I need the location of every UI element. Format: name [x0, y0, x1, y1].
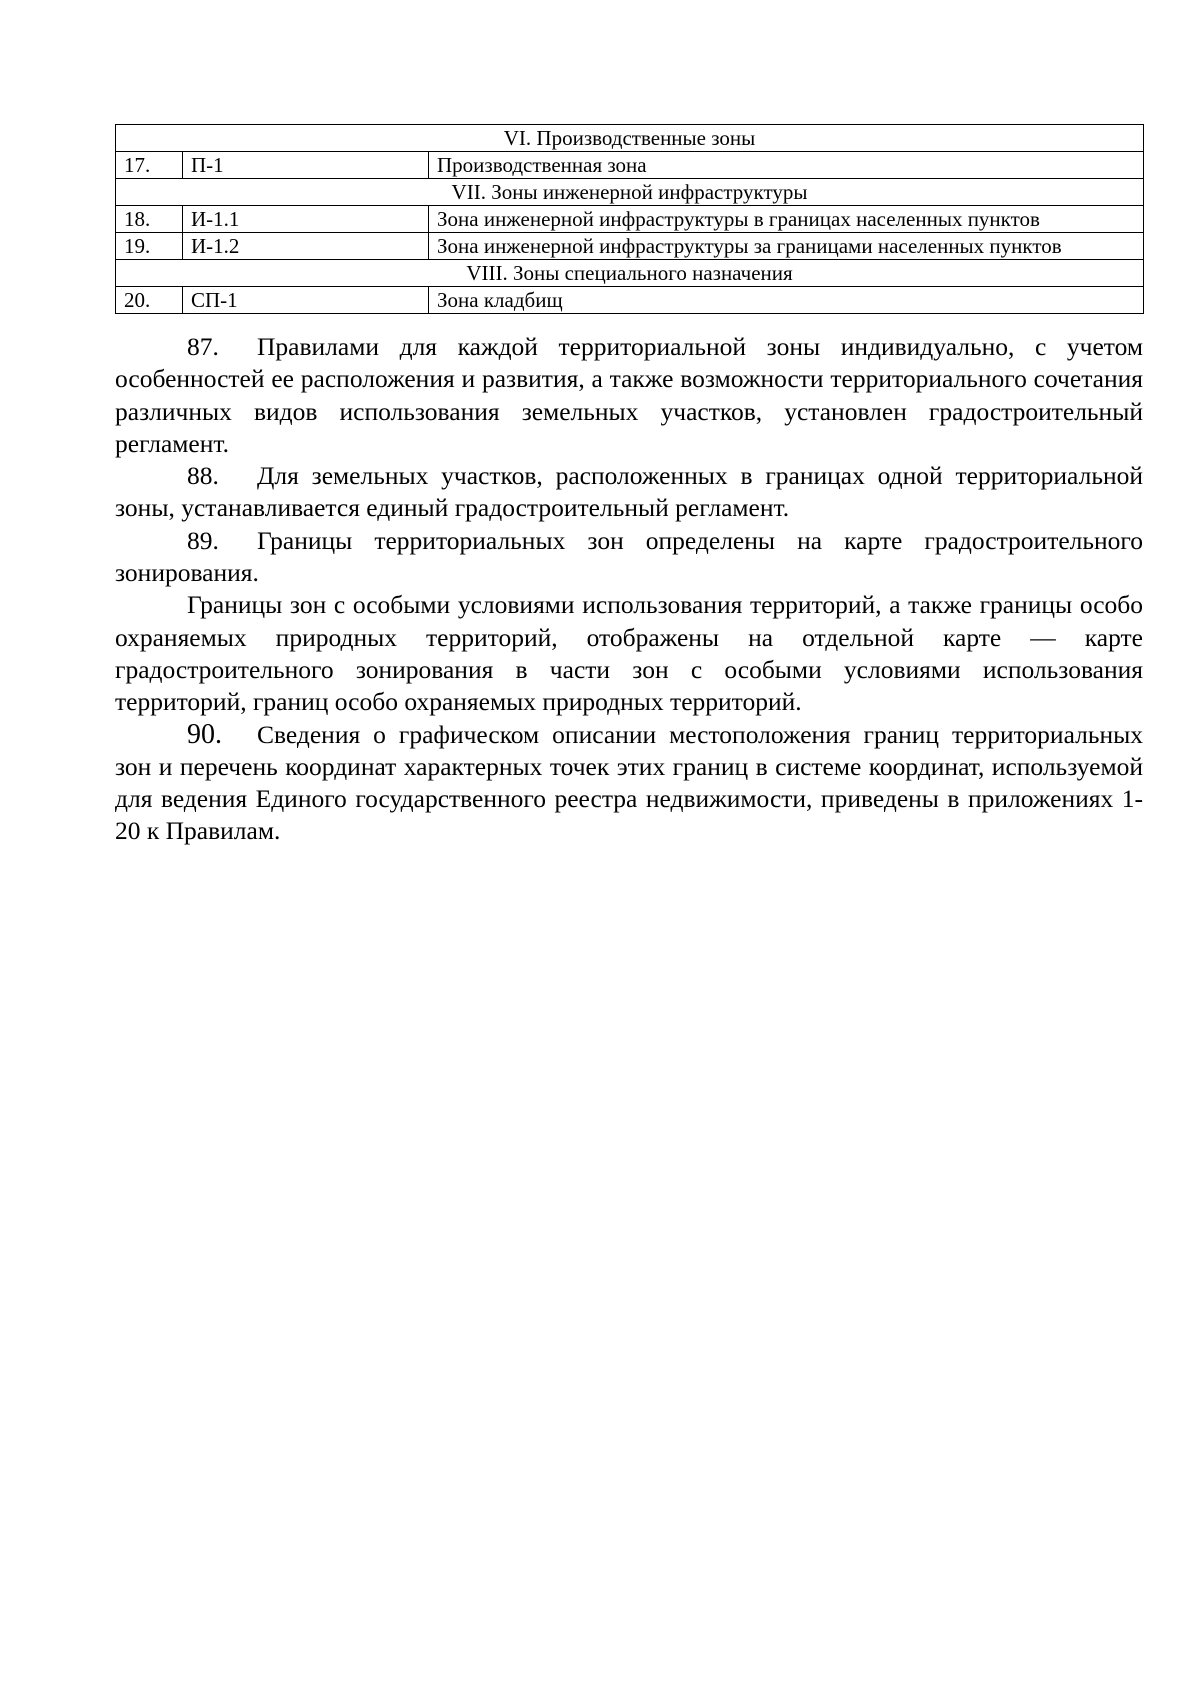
- table-section-row: [116, 125, 1144, 152]
- table-row: [116, 233, 1144, 260]
- zone-code: СП-1: [183, 287, 429, 314]
- paragraph-number: 89.: [187, 525, 219, 555]
- paragraph-text: Правилами для каждой территориальной зоны индивидуально, с учетом особенностей ее расположения и развития, а также возможности территориального сочетания различных видов использования земельных участков, установлен градостроительный регламент.: [115, 332, 1143, 458]
- zone-code: И-1.1: [183, 206, 429, 233]
- document-page: [115, 124, 1143, 848]
- section-title: VIII. Зоны специального назначения: [116, 260, 1144, 287]
- zone-name: Зона кладбищ: [429, 287, 1144, 314]
- paragraph-text: Границы территориальных зон определены на карте градостроительного зонирования.: [115, 525, 1143, 588]
- table-row: [116, 206, 1144, 233]
- row-number: 20.: [116, 287, 183, 314]
- paragraph-number: 90.: [187, 718, 222, 750]
- row-number: 17.: [116, 152, 183, 179]
- body-text: [115, 331, 1143, 848]
- section-title: VI. Производственные зоны: [116, 125, 1144, 152]
- zone-name: Зона инженерной инфраструктуры за границами населенных пунктов: [429, 233, 1144, 260]
- row-number: 19.: [116, 233, 183, 260]
- zone-name: Производственная зона: [429, 152, 1144, 179]
- paragraph-88: [115, 460, 1143, 525]
- table-section-row: [116, 260, 1144, 287]
- paragraph-number: 88.: [187, 461, 219, 491]
- table-row: [116, 287, 1144, 314]
- paragraph-text: Сведения о графическом описании местоположения границ территориальных зон и перечень координат характерных точек этих границ в системе координат, используемой для ведения Единого государственного реестра недвижимости, приведены в приложениях 1-20 к Правилам.: [115, 719, 1143, 846]
- paragraph-89-continued: [115, 589, 1143, 718]
- paragraph-90: [115, 719, 1143, 848]
- zone-code: И-1.2: [183, 233, 429, 260]
- paragraph-89: [115, 525, 1143, 590]
- paragraph-number: 87.: [187, 332, 219, 361]
- zones-table: [115, 124, 1144, 314]
- paragraph-text: Границы зон с особыми условиями использования территорий, а также границы особо охраняемых природных территорий, отображены на отдельной карте — карте градостроительного зонирования в части зон с особыми условиями использования территорий, границ особо охраняемых природных территорий.: [115, 590, 1143, 717]
- section-title: VII. Зоны инженерной инфраструктуры: [116, 179, 1144, 206]
- table-section-row: [116, 179, 1144, 206]
- paragraph-87: [115, 331, 1143, 460]
- zone-code: П-1: [183, 152, 429, 179]
- paragraph-text: Для земельных участков, расположенных в границах одной территориальной зоны, устанавливается единый градостроительный регламент.: [115, 461, 1143, 523]
- row-number: 18.: [116, 206, 183, 233]
- table-row: [116, 152, 1144, 179]
- zone-name: Зона инженерной инфраструктуры в границах населенных пунктов: [429, 206, 1144, 233]
